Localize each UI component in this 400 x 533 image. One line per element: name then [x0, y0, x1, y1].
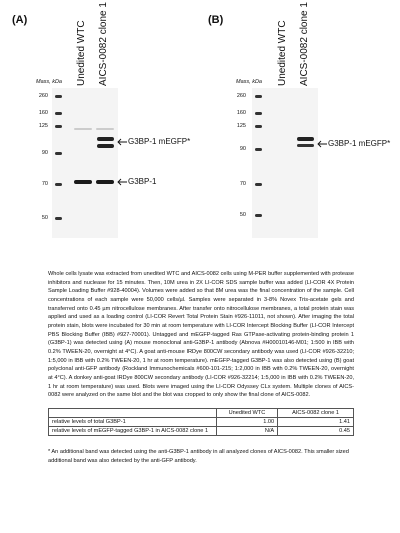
band-g3bp1-mEGFP-upper — [297, 137, 314, 141]
band-g3bp1-unedited — [74, 180, 92, 184]
panel-a-lane-label-clone: AICS-0082 clone 1 — [98, 2, 109, 86]
panel-a-label: (A) — [12, 14, 28, 26]
faint-band — [96, 128, 114, 130]
ladder-band — [55, 152, 62, 155]
band-g3bp1-mEGFP-lower — [297, 144, 314, 147]
ladder-band — [55, 95, 62, 98]
table-cell: 1.41 — [278, 418, 354, 427]
table-cell: relative levels of total G3BP-1 — [49, 418, 217, 427]
panel-b-mass-260: 260 — [236, 93, 246, 99]
ladder-band — [255, 148, 262, 151]
panel-a-arrow-upper — [117, 138, 127, 146]
panel-b-arrow — [317, 140, 327, 148]
table-header-cell: AICS-0082 clone 1 — [278, 409, 354, 418]
panel-a-mass-70: 70 — [41, 181, 48, 187]
table-cell: relative levels of mEGFP-tagged G3BP-1 in AICS-0082 clone 1 — [49, 427, 217, 436]
ladder-band — [255, 125, 262, 128]
footnote: * An additional band was detected using the anti-G3BP-1 antibody in all analyzed clones of AICS-0082. This smaller sized additional band was also detected by the anti-GFP antibody. — [48, 449, 349, 464]
panel-b-blot — [252, 88, 318, 238]
panel-b-label: (B) — [208, 14, 224, 26]
ladder-band — [255, 112, 262, 115]
ladder-band — [55, 217, 62, 220]
band-g3bp1-clone — [96, 180, 114, 184]
table-row — [49, 418, 354, 427]
panel-a-lane-label-unedited: Unedited WTC — [76, 20, 87, 86]
ladder-band — [55, 125, 62, 128]
band-g3bp1-mEGFP-upper — [97, 137, 114, 141]
panel-a-mass-160: 160 — [38, 110, 48, 116]
ladder-band — [55, 112, 62, 115]
panel-b-lane-label-clone: AICS-0082 clone 1 — [299, 2, 310, 86]
table-cell: N/A — [216, 427, 277, 436]
panel-a-blot — [52, 88, 118, 238]
relative-levels-table — [48, 408, 354, 436]
panel-b-mass-50: 50 — [239, 212, 246, 218]
ladder-band — [255, 183, 262, 186]
ladder-band — [255, 95, 262, 98]
table-cell: 1.00 — [216, 418, 277, 427]
table-cell: 0.45 — [278, 427, 354, 436]
panel-b-mass-70: 70 — [239, 181, 246, 187]
panel-b-band-label-mEGFP: G3BP-1 mEGFP* — [328, 139, 391, 148]
panel-a-mass-125: 125 — [38, 123, 48, 129]
figure-caption: Whole cells lysate was extracted from unedited WTC and AICS-0082 cells using M-PER buffer supplemented with protease inhibitors and nuclease for 15 minutes. Then, 10M urea in 2X LI-COR SDS sample buffer was added (LI-COR 4X Protein Sample Loading Buffer #928-40004). Volumes were added so that 8M urea was the final concentration of the sample. Cell concentrations of each sample were 50,000 cells/µl. Samples were separated in 3-8% Novex Tris-acetate gels and transferred onto 0.45 µm nitrocellulose membranes. After transfer onto nitrocellulose membranes, a total protein stain was applied and used as a loading control (LI-COR Revert Total Protein Stain #926-11011, not shown). After imaging the total protein stain, blots were incubated for 30 min at room temperature with LI-COR Intercept Blocking Buffer (LI-COR Intercept PBS Blocking Buffer (IBB) #927-70001). Untagged and mEGFP-tagged Ras GTPase-activating protein-binding protein 1 (G3BP-1) was detected using (A) mouse monoclonal anti-G3BP-1 antibody (Abnova #H00010146-M01; 1:500 in IBB with 0.2% TWEEN-20, overnight at 4°C). A goat anti-mouse IRDye 800CW secondary antibody was used (LI-COR #926-32210; 1:5,000 in IBB with 0.2% TWEEN-20, 1 hr at room temperature). mEGFP-tagged G3BP-1 was also detected using (B) goat polyclonal anti-GFP antibody (Rockland Immunochemicals #600-101-215; 1:2,000 in IBB with 0.2% TWEEN-20, overnight at 4°C). A donkey anti-goat IRDye 800CW secondary antibody (LI-COR #926-32214; 1:5,000 in IBB with 0.2% TWEEN-20, 1 hr at room temperature) was used. Blots were imaged using the LI-COR Odyssey CLx system. Multiple clones of AICS-0082 were analyzed on the same blot and the blot was cropped to only show the final clone of AICS-0082. — [48, 271, 354, 399]
panel-b-mass-title: Mass, kDa — [236, 79, 262, 85]
band-g3bp1-mEGFP-lower — [97, 144, 114, 148]
panel-a-band-label-mEGFP: G3BP-1 mEGFP* — [128, 137, 191, 146]
faint-band — [74, 128, 92, 130]
table-header-row — [49, 409, 354, 418]
panel-a-mass-90: 90 — [41, 150, 48, 156]
ladder-band — [55, 183, 62, 186]
panel-b-mass-160: 160 — [236, 110, 246, 116]
table-header-cell: Unedited WTC — [216, 409, 277, 418]
panel-b-lane-label-unedited: Unedited WTC — [277, 20, 288, 86]
table-row — [49, 427, 354, 436]
panel-b-mass-90: 90 — [239, 146, 246, 152]
panel-a-mass-50: 50 — [41, 215, 48, 221]
panel-a-arrow-lower — [117, 178, 127, 186]
panel-b-mass-125: 125 — [236, 123, 246, 129]
panel-a-mass-title: Mass, kDa — [36, 79, 62, 85]
table-header-cell — [49, 409, 217, 418]
panel-a-band-label-g3bp1: G3BP-1 — [128, 177, 157, 186]
ladder-band — [255, 214, 262, 217]
panel-a-mass-260: 260 — [38, 93, 48, 99]
